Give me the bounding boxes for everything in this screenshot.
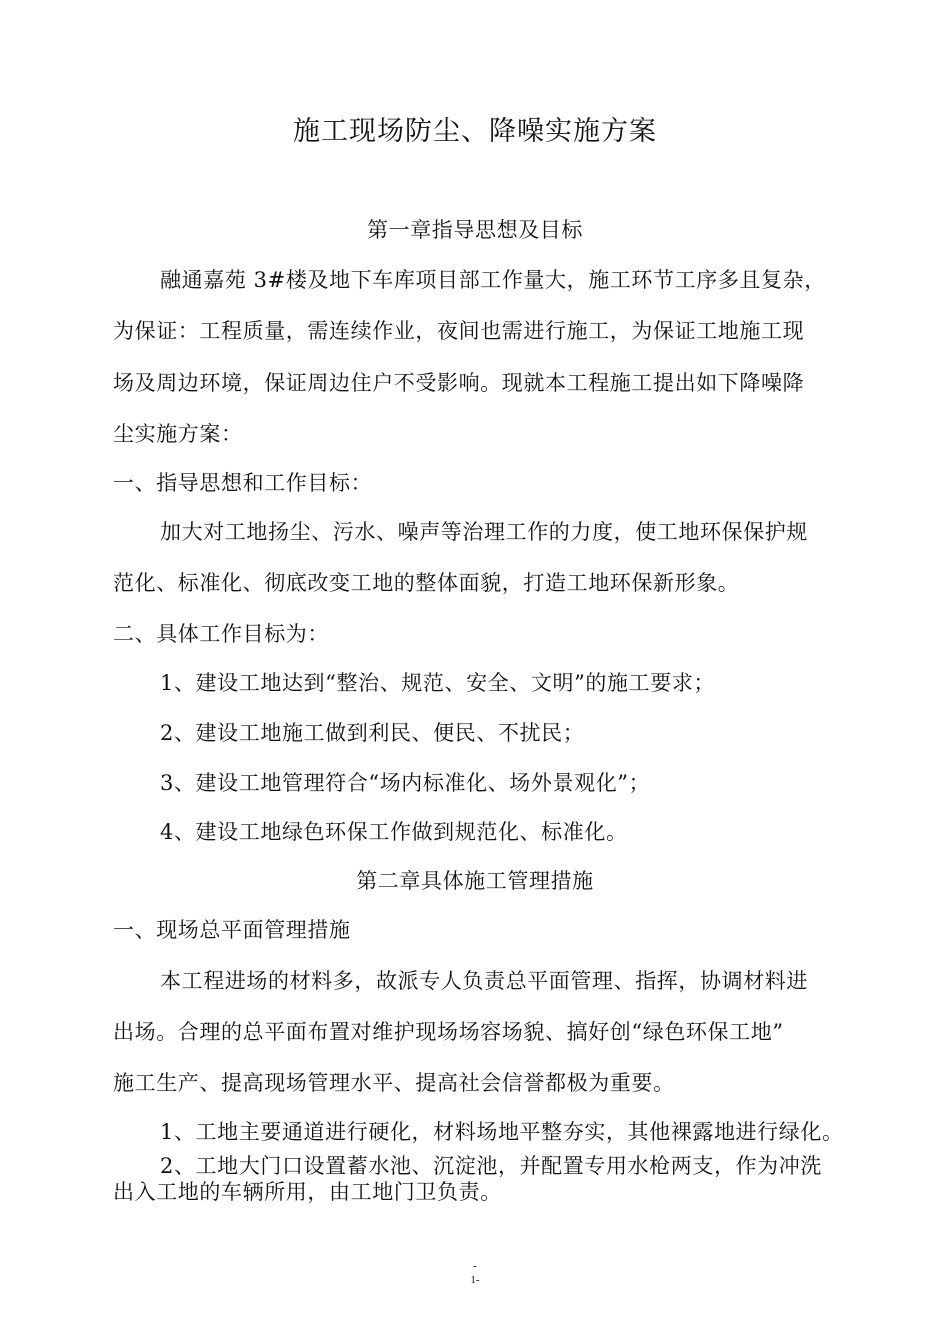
chapter-1-heading: 第一章指导思想及目标 — [367, 218, 583, 242]
measure-item: 2、工地大门口设置蓄水池、沉淀池，并配置专用水枪两支，作为冲洗 — [160, 1154, 822, 1178]
goal-item: 1、建设工地达到“整治、规范、安全、文明”的施工要求； — [160, 671, 716, 695]
document-title: 施工现场防尘、降噪实施方案 — [293, 116, 657, 147]
goal-item: 4、建设工地绿色环保工作做到规范化、标准化。 — [160, 820, 628, 844]
section-1-heading: 一、指导思想和工作目标： — [113, 471, 373, 495]
chapter-2-heading: 第二章具体施工管理措施 — [356, 869, 594, 893]
intro-paragraph-line: 为保证：工程质量，需连续作业，夜间也需进行施工，为保证工地施工现 — [113, 319, 805, 343]
intro-paragraph-line: 尘实施方案： — [113, 422, 243, 446]
page-number: 1- — [470, 1274, 480, 1286]
goal-item: 2、建设工地施工做到利民、便民、不扰民； — [160, 721, 585, 745]
page-footer-dash: - — [473, 1260, 477, 1272]
section-1-paragraph-line: 范化、标准化、彻底改变工地的整体面貌，打造工地环保新形象。 — [113, 571, 740, 595]
chapter-2-section-1-heading: 一、现场总平面管理措施 — [113, 918, 351, 942]
intro-paragraph-line: 融通嘉苑 3#楼及地下车库项目部工作量大，施工环节工序多且复杂， — [160, 268, 826, 292]
intro-paragraph-line: 场及周边环境，保证周边住户不受影响。现就本工程施工提出如下降噪降 — [113, 371, 805, 395]
goal-item: 3、建设工地管理符合“场内标准化、场外景观化”； — [160, 771, 651, 795]
measure-item: 1、工地主要通道进行硬化，材料场地平整夯实，其他裸露地进行绿化。 — [160, 1120, 844, 1144]
chapter-2-paragraph-line: 本工程进场的材料多，故派专人负责总平面管理、指挥，协调材料进 — [160, 969, 808, 993]
section-2-heading: 二、具体工作目标为： — [113, 622, 329, 646]
section-1-paragraph-line: 加大对工地扬尘、污水、噪声等治理工作的力度，使工地环保保护规 — [160, 520, 808, 544]
chapter-2-paragraph-line: 出场。合理的总平面布置对维护现场场容场貌、搞好创“绿色环保工地” — [113, 1020, 784, 1044]
chapter-2-paragraph-line: 施工生产、提高现场管理水平、提高社会信誉都极为重要。 — [113, 1071, 675, 1095]
measure-item-continuation: 出入工地的车辆所用，由工地门卫负责。 — [113, 1180, 502, 1204]
